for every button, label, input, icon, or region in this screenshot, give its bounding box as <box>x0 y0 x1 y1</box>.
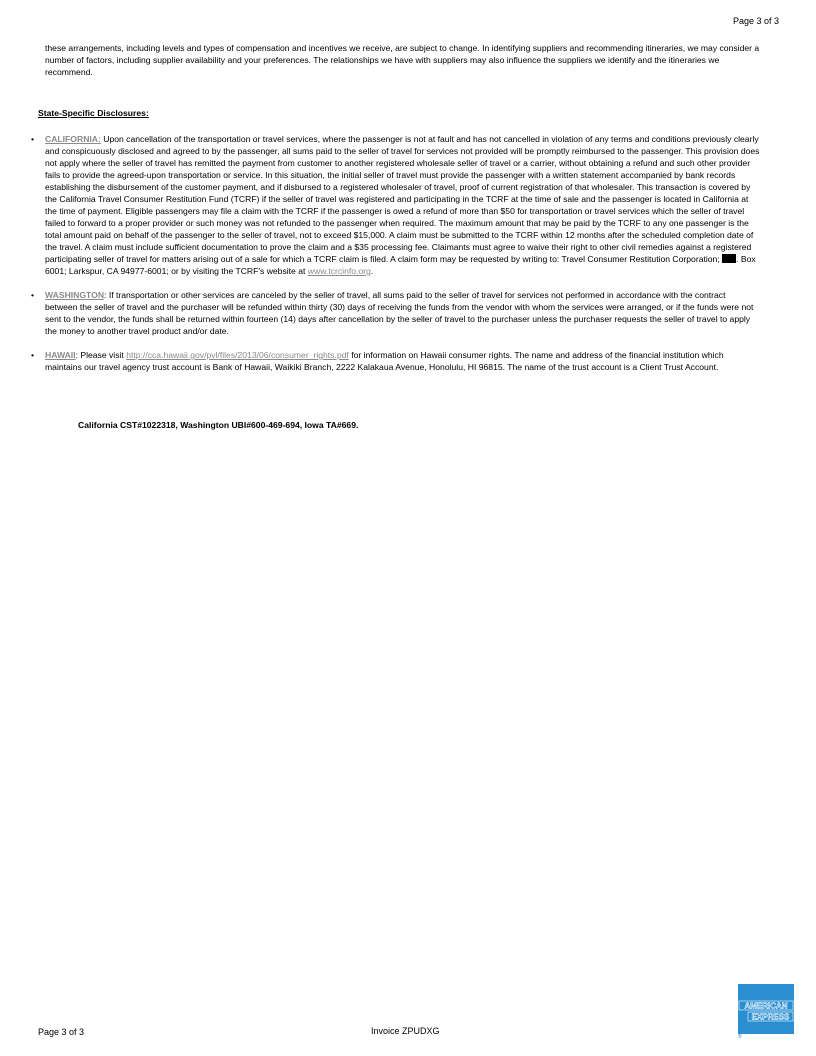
redaction-block <box>722 254 736 263</box>
california-text: Upon cancellation of the transportation or travel services, where the passenger is not at fault and has not cancelled in violation of any terms and conditions previously clearly and conspicuously disclosed and agreed to by the passenger, all sums paid to the seller of travel for services not provided will be promptly reimbursed to the passenger. This provision does not apply where the seller of travel has remitted the payment from customer to another registered wholesale seller of travel or a carrier, without obtaining a refund and such other provider fails to provide the agreed-upon transportation or service. In this situation, the initial seller of travel must provide the passenger with a written statement accompanied by bank records establishing the disbursement of the customer payment, and if disbursed to a registered wholesaler of travel, proof of current registration of that wholesaler. This transaction is covered by the California Travel Consumer Restitution Fund (TCRF) if the seller of travel was registered and participating in the TCRF at the time of sale and the passenger is located in California at the time of payment. Eligible passengers may file a claim with the TCRF if the passenger is owed a refund of more than $50 for transportation or travel services which the seller of travel failed to forward to a proper provider or such money was not refunded to the passenger when required. The maximum amount that may be paid by the TCRF to any one passenger is the total amount paid on behalf of the passenger to the seller of travel, not to exceed $15,000. A claim must be submitted to the TCRF within 12 months after the scheduled completion date of the travel. A claim must include sufficient documentation to prove the claim and a $35 processing fee. Claimants must agree to waive their right to other civil remedies against a registered participating seller of travel for matters arising out of a sale for which a TCRF claim is filed. A claim form may be requested by writing to: Travel Consumer Restitution Corporation; <box>45 134 760 264</box>
hawaii-consumer-rights-link[interactable]: http://cca.hawaii.gov/pvl/files/2013/06/consumer_rights.pdf <box>126 350 349 360</box>
disclosure-list <box>0 133 760 385</box>
washington-text: : If transportation or other services are canceled by the seller of travel, all sums paid to the seller of travel for services not performed in accordance with the contract between the seller of travel and the purchaser will be refunded within thirty (30) days of receiving the funds from the vendor with whom the services were arranged, or if the funds were not sent to the vendor, the funds shall be returned within fourteen (14) days after cancellation by the seller of travel to the purchaser unless the purchaser requests the seller of travel to apply the money to another travel product and/or date. <box>45 290 754 336</box>
intro-paragraph: these arrangements, including levels and types of compensation and incentives we receive, are subject to change. In identifying suppliers and recommending itineraries, we may consider a number of factors, including supplier availability and your preferences. The relationships we have with suppliers may also influence the suppliers we identify and the itineraries we recommend. <box>45 43 760 77</box>
page-number-bottom: Page 3 of 3 <box>38 1027 85 1037</box>
california-text-end: . <box>370 266 374 276</box>
disclosure-washington <box>0 289 760 337</box>
license-numbers: California CST#1022318, Washington UBI#600-469-694, Iowa TA#669. <box>78 420 359 430</box>
american-express-logo <box>738 984 794 1038</box>
invoice-number: Invoice ZPUDXG <box>371 1026 440 1036</box>
page-number-top: Page 3 of 3 <box>732 16 779 26</box>
registered-mark: ® <box>738 1034 742 1038</box>
tcrf-website-link[interactable]: www.tcrcinfo.org <box>307 266 371 276</box>
state-link-washington[interactable]: WASHINGTON <box>45 290 105 300</box>
bullet: • <box>31 290 35 300</box>
bullet: • <box>31 350 35 360</box>
logo-line1: AMERICAN <box>744 1001 788 1011</box>
disclosure-hawaii <box>0 349 760 373</box>
state-link-california[interactable]: CALIFORNIA: <box>45 134 101 144</box>
bullet: • <box>31 134 35 144</box>
hawaii-text: : Please visit <box>75 350 127 360</box>
section-title: State-Specific Disclosures: <box>38 108 149 118</box>
logo-line2: EXPRESS <box>751 1012 790 1022</box>
state-link-hawaii[interactable]: HAWAII <box>45 350 76 360</box>
disclosure-california <box>0 133 760 277</box>
california-text-continued: . Box 6001; Larkspur, CA 94977-6001; or by visiting the TCRF's website at <box>45 254 756 276</box>
hawaii-text-continued: for information on Hawaii consumer rights. The name and address of the financial institution which maintains our travel agency trust account is Bank of Hawaii, Waikiki Branch, 2222 Kalakaua Avenue, Honolulu, HI 96815. The name of the trust account is a Client Trust Account. <box>45 350 724 372</box>
